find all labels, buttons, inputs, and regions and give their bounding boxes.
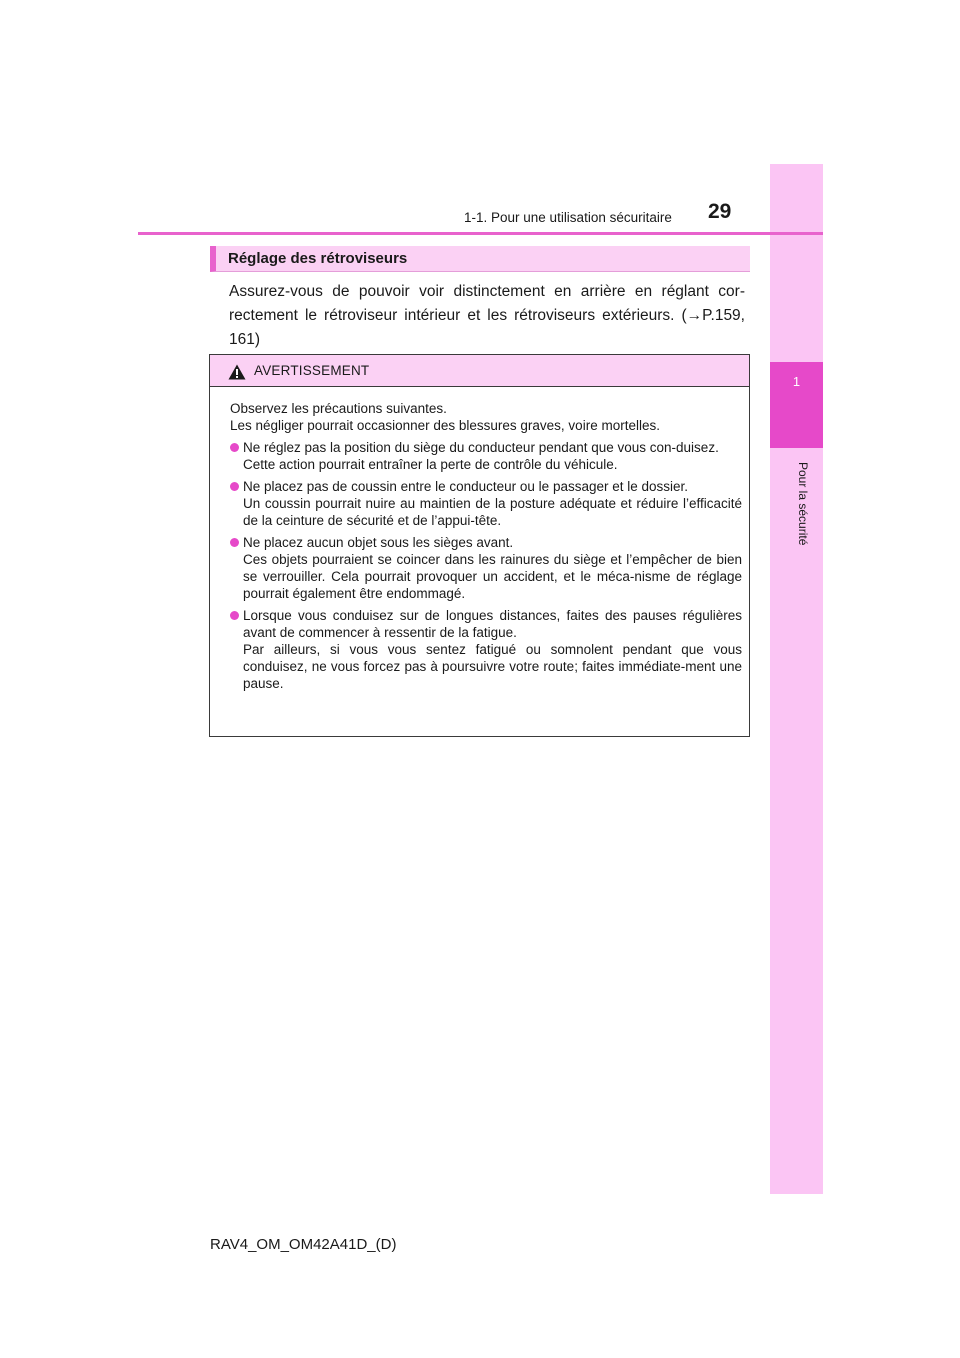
warning-intro-line: Les négliger pourrait occasionner des blessures graves, voire mortelles. [230, 418, 660, 433]
warning-body [210, 387, 749, 692]
chapter-number: 1 [792, 374, 801, 389]
bullet-line: Ne placez pas de coussin entre le conducteur ou le passager et le dossier. [243, 479, 689, 494]
warning-triangle-icon [228, 364, 246, 385]
bullet-line: Lorsque vous conduisez sur de longues distances, faites des pauses régulières avant de commencer à ressentir de la fatigue. [243, 608, 742, 640]
warning-box [209, 354, 750, 737]
bullet-line: Ne réglez pas la position du siège du conducteur pendant que vous con-duisez. [243, 440, 719, 455]
chapter-side-tab [770, 164, 823, 1194]
bullet-dot-icon [230, 611, 239, 620]
bullet-line: Cette action pourrait entraîner la perte de contrôle du véhicule. [243, 457, 618, 472]
warning-intro-line: Observez les précautions suivantes. [230, 401, 447, 416]
warning-bullet [230, 607, 742, 692]
running-header-section: 1-1. Pour une utilisation sécuritaire [464, 210, 672, 225]
bullet-line: Par ailleurs, si vous vous sentez fatigué ou somnolent pendant que vous conduisez, ne vous forcez pas à poursuivre votre route; faites immédiate-ment une pause. [243, 642, 742, 691]
bullet-dot-icon [230, 538, 239, 547]
chapter-label: Pour la sécurité [796, 462, 810, 546]
section-heading-text: Réglage des rétroviseurs [228, 250, 408, 267]
warning-title: AVERTISSEMENT [254, 363, 370, 378]
intro-paragraph: Assurez-vous de pouvoir voir distinctement en arrière en réglant cor-rectement le rétroviseur intérieur et les rétroviseurs extérieurs. (→P.159, 161) [229, 283, 745, 348]
warning-bullet [230, 534, 742, 602]
warning-header [210, 355, 749, 387]
header-rule [138, 232, 823, 235]
footer-doc-code: RAV4_OM_OM42A41D_(D) [210, 1236, 397, 1253]
bullet-dot-icon [230, 482, 239, 491]
page-number: 29 [708, 200, 732, 223]
warning-bullet [230, 439, 742, 473]
bullet-line: Un coussin pourrait nuire au maintien de la posture adéquate et réduire l’efficacité de la ceinture de sécurité et de l’appui-tête. [243, 496, 742, 528]
bullet-dot-icon [230, 443, 239, 452]
section-heading [210, 246, 750, 272]
bullet-line: Ne placez aucun objet sous les sièges avant. [243, 535, 514, 550]
warning-bullet [230, 478, 742, 529]
bullet-line: Ces objets pourraient se coincer dans les rainures du siège et l’empêcher de bien se verrouiller. Cela pourrait provoquer un accident, et le méca-nisme de réglage pourrait également être endommagé. [243, 552, 742, 601]
